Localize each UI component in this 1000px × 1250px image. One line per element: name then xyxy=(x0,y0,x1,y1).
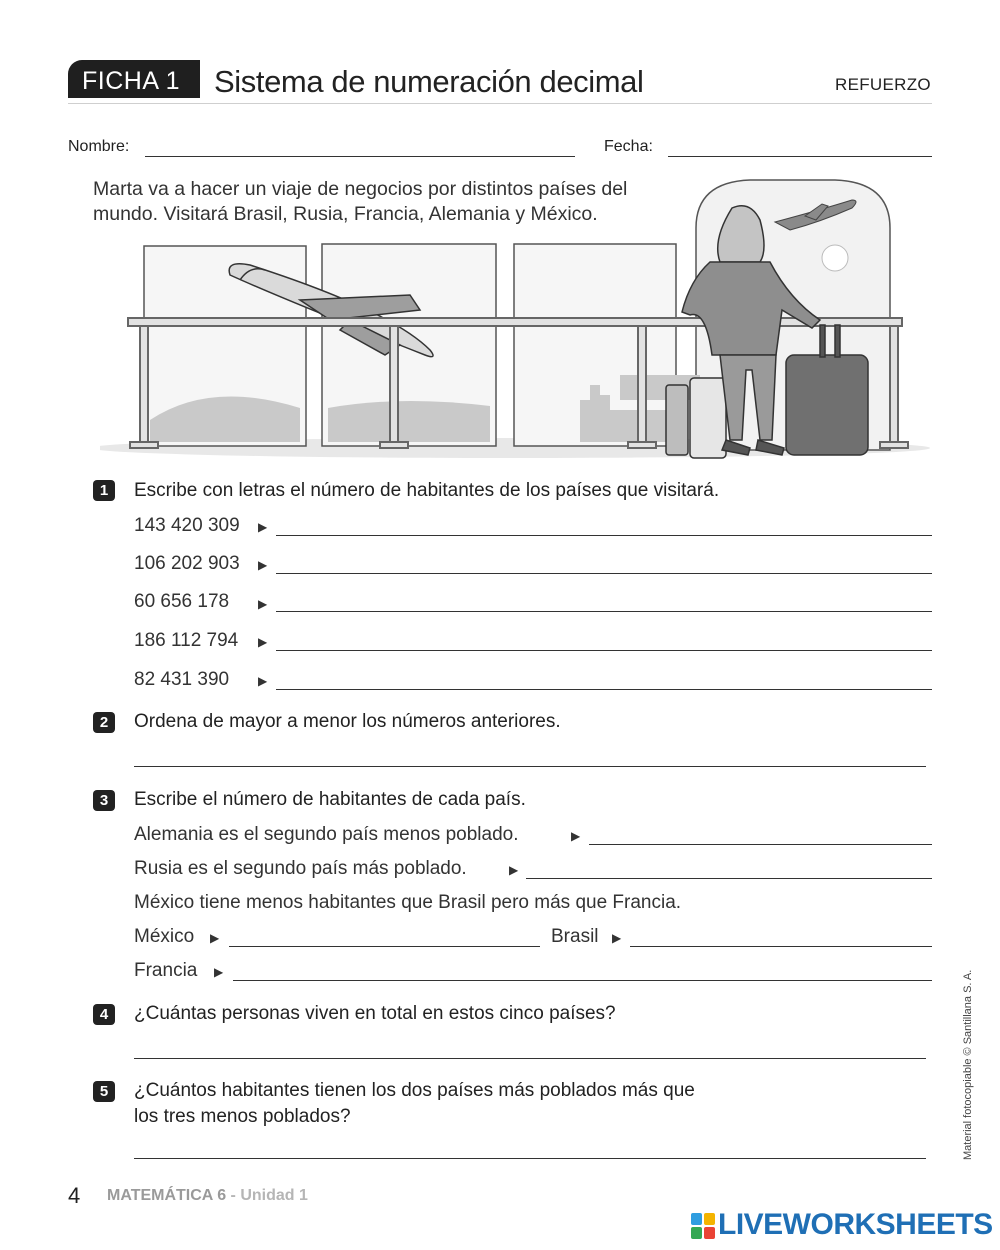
arrow-icon: ▶ xyxy=(258,635,268,649)
page-number: 4 xyxy=(68,1183,81,1208)
q2-text: Ordena de mayor a menor los números anteriores. xyxy=(134,711,561,732)
q3-text: Escribe el número de habitantes de cada país. xyxy=(134,789,526,810)
arrow-icon: ▶ xyxy=(258,597,268,611)
q1-answer-2[interactable] xyxy=(276,573,932,574)
arrow-icon: ▶ xyxy=(210,931,220,945)
q1-answer-5[interactable] xyxy=(276,689,932,690)
q3-badge: 3 xyxy=(93,790,115,811)
arrow-icon: ▶ xyxy=(258,520,268,534)
q1-number-5: 82 431 390 xyxy=(134,669,230,690)
liveworksheets-logo-icon xyxy=(690,1212,716,1240)
unit-name: - Unidad 1 xyxy=(226,1187,308,1204)
name-field[interactable] xyxy=(145,156,575,157)
arrow-icon: ▶ xyxy=(258,674,268,688)
q1-number-4: 186 112 794 xyxy=(134,630,239,651)
name-label: Nombre: xyxy=(68,138,130,155)
q3-brasil-answer[interactable] xyxy=(630,946,932,947)
q5-answer[interactable] xyxy=(134,1158,926,1159)
q3-mexico-answer[interactable] xyxy=(229,946,540,947)
q3-francia-label: Francia xyxy=(134,960,198,981)
q3-brasil-label: Brasil xyxy=(551,926,599,947)
q1-number-2: 106 202 903 xyxy=(134,553,240,574)
q1-answer-1[interactable] xyxy=(276,535,932,536)
q3-alemania-text: Alemania es el segundo país menos poblado. xyxy=(134,824,519,845)
header-divider xyxy=(68,103,932,104)
q2-badge: 2 xyxy=(93,712,115,733)
date-label: Fecha: xyxy=(604,138,653,155)
date-field[interactable] xyxy=(668,156,932,157)
airport-illustration xyxy=(100,170,940,470)
q5-text-line2: los tres menos poblados? xyxy=(134,1106,351,1127)
q1-answer-4[interactable] xyxy=(276,650,932,651)
intro-text: Marta va a hacer un viaje de negocios por distintos países del mundo. Visitará Brasil, Rusia, Francia, Alemania y México. xyxy=(93,178,628,225)
sun-icon xyxy=(822,245,848,271)
arrow-icon: ▶ xyxy=(258,558,268,572)
q3-rusia-text: Rusia es el segundo país más poblado. xyxy=(134,858,467,879)
arrow-icon: ▶ xyxy=(571,829,581,843)
q1-number-3: 60 656 178 xyxy=(134,591,230,612)
footer-subject xyxy=(107,1187,308,1205)
q3-mexico-label: México xyxy=(134,926,195,947)
q3-francia-answer[interactable] xyxy=(233,980,932,981)
q5-badge: 5 xyxy=(93,1081,115,1102)
level-label: REFUERZO xyxy=(835,75,931,94)
arrow-icon: ▶ xyxy=(214,965,224,979)
page-title: Sistema de numeración decimal xyxy=(214,64,644,99)
q1-badge: 1 xyxy=(93,480,115,501)
q3-rusia-answer[interactable] xyxy=(526,878,932,879)
liveworksheets-brand[interactable]: LIVEWORKSHEETS xyxy=(718,1208,993,1241)
q3-mexico-hint: México tiene menos habitantes que Brasil pero más que Francia. xyxy=(134,892,682,913)
q3-alemania-answer[interactable] xyxy=(589,844,932,845)
q4-badge: 4 xyxy=(93,1004,115,1025)
copyright-note: Material fotocopiable © Santillana S. A. xyxy=(962,969,974,1160)
q5-text-line1: ¿Cuántos habitantes tienen los dos países más poblados más que xyxy=(134,1080,695,1101)
q2-answer[interactable] xyxy=(134,766,926,767)
arrow-icon: ▶ xyxy=(509,863,519,877)
arrow-icon: ▶ xyxy=(612,931,622,945)
q4-answer[interactable] xyxy=(134,1058,926,1059)
q1-text: Escribe con letras el número de habitantes de los países que visitará. xyxy=(134,480,720,501)
q1-answer-3[interactable] xyxy=(276,611,932,612)
subject-name: MATEMÁTICA 6 xyxy=(107,1187,227,1204)
q1-number-1: 143 420 309 xyxy=(134,515,240,536)
ficha-label: FICHA 1 xyxy=(82,67,180,95)
q4-text: ¿Cuántas personas viven en total en estos cinco países? xyxy=(134,1003,616,1024)
